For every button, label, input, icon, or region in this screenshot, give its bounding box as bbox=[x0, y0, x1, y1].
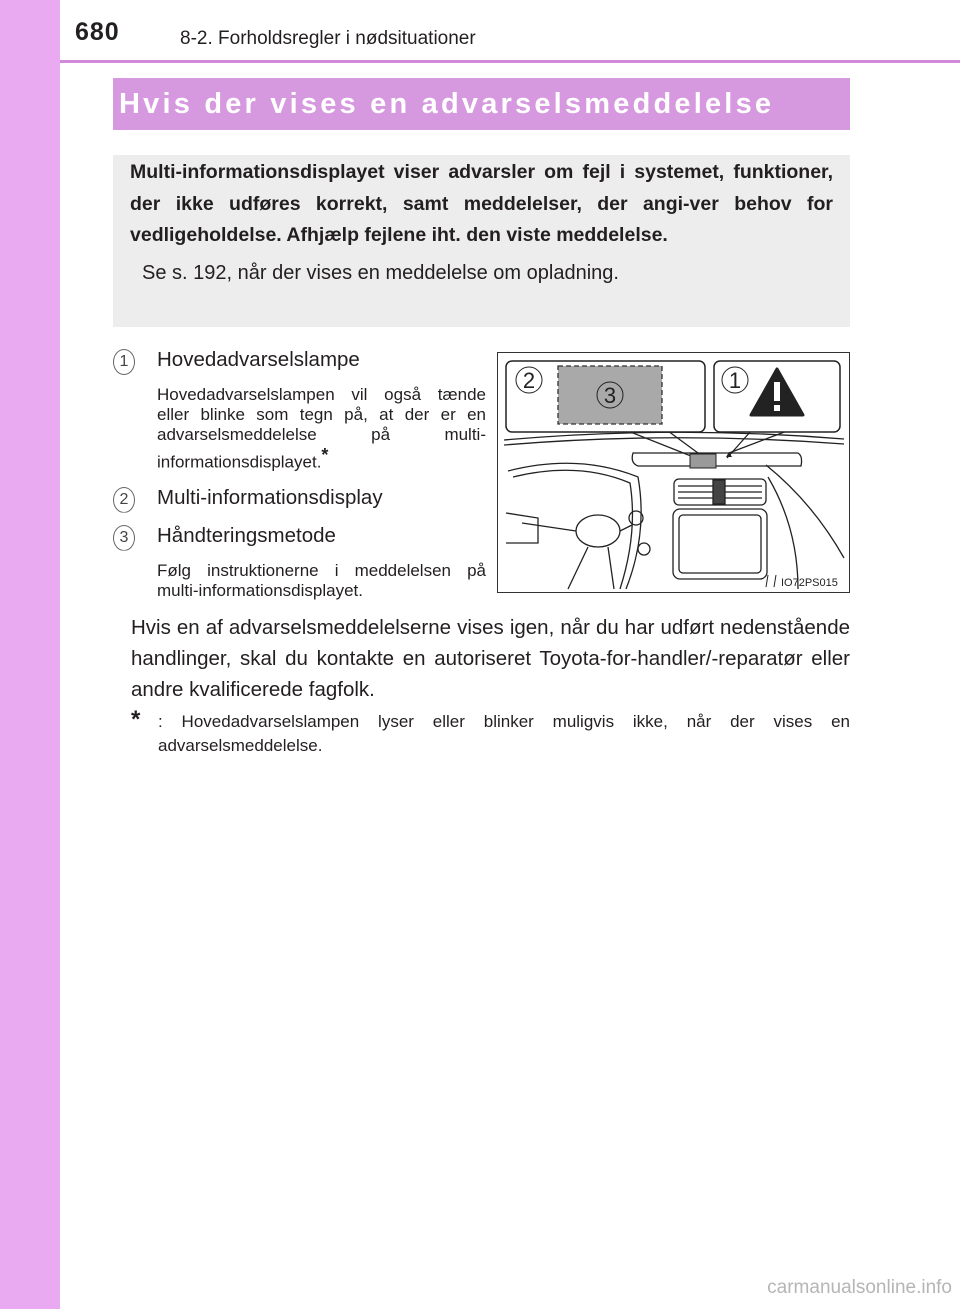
chapter-heading: 8-2. Forholdsregler i nødsituationer bbox=[180, 28, 476, 49]
callout-legend bbox=[113, 345, 486, 611]
figure-callout-2: 2 bbox=[522, 368, 536, 393]
intro-text: Multi-informationsdisplayet viser advarsler om fejl i systemet, funktioner, der ikke udføres korrekt, samt meddelelser, der angi-ver behov for vedligeholdelse. Afhjælp fejlene iht. den viste meddelelse. bbox=[130, 161, 833, 246]
page-number: 680 bbox=[75, 18, 120, 46]
body-paragraph: Hvis en af advarselsmeddelelserne vises igen, når du har udført nedenstående handlinger, skal du kontakte en autoriseret Toyota-for-handler/-reparatør eller andre kvalificerede fagfolk. bbox=[131, 616, 850, 701]
legend-item bbox=[113, 521, 486, 555]
legend-label: Hovedadvarselslampe bbox=[157, 348, 360, 371]
figure-callout-3: 3 bbox=[603, 383, 617, 408]
intro-note: Se s. 192, når der vises en meddelelse om opladning. bbox=[142, 261, 619, 284]
legend-label: Håndteringsmetode bbox=[157, 523, 336, 547]
intro-box bbox=[113, 155, 850, 327]
header-divider bbox=[60, 60, 960, 63]
footnote-text: : Hovedadvarselslampen lyser eller blinker muligvis ikke, når der vises en advarselsmeddelelse. bbox=[158, 712, 850, 755]
watermark: carmanualsonline.info bbox=[767, 1277, 952, 1298]
legend-description-text: Hovedadvarselslampen vil også tænde eller blinke som tegn på, at der er en advarselsmeddelelse på multi-informationsdisplayet. bbox=[157, 385, 486, 472]
callout-number: 2 bbox=[113, 487, 135, 513]
footnote bbox=[131, 706, 850, 758]
legend-description: Følg instruktionerne i meddelelsen på multi-informationsdisplayet. bbox=[157, 560, 486, 600]
legend-item bbox=[113, 345, 486, 379]
figure-code: IO72PS015 bbox=[781, 577, 838, 589]
legend-description bbox=[157, 385, 486, 473]
section-title: Hvis der vises en advarselsmeddelelse bbox=[113, 78, 850, 130]
legend-label: Multi-informationsdisplay bbox=[157, 485, 383, 509]
footnote-marker: * bbox=[321, 445, 329, 465]
page-side-tab bbox=[0, 0, 60, 1309]
figure-callout-1: 1 bbox=[728, 368, 742, 393]
legend-item bbox=[113, 483, 486, 517]
callout-number: 1 bbox=[113, 349, 135, 375]
dashboard-illustration bbox=[497, 352, 850, 593]
footnote-star: * bbox=[131, 706, 141, 733]
callout-number: 3 bbox=[113, 525, 135, 551]
